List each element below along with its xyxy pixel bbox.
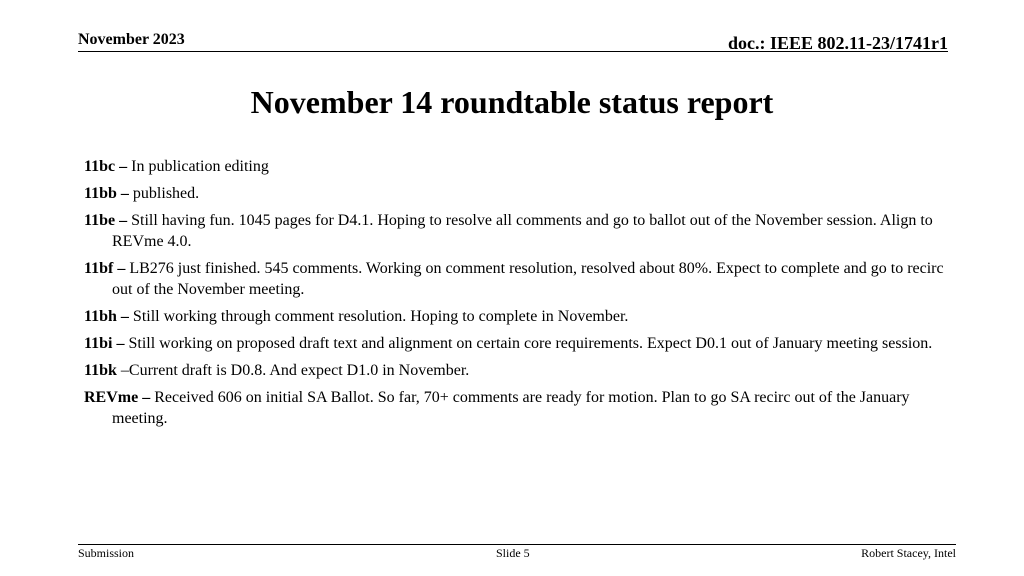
item-key: REVme: [84, 389, 139, 406]
status-item-11bf: [84, 258, 946, 300]
footer-rule: [78, 544, 956, 545]
item-text: Still having fun. 1045 pages for D4.1. Hoping to resolve all comments and go to ballot out of the November session. Align to REVme 4.0.: [112, 212, 933, 250]
status-list: [84, 156, 946, 435]
item-separator: –: [116, 308, 133, 325]
status-item-revme: [84, 387, 946, 429]
item-separator: –: [112, 335, 129, 352]
footer-slide-number: Slide 5: [496, 546, 530, 560]
item-separator: –: [116, 185, 133, 202]
item-text: Still working on proposed draft text and alignment on certain core requirements. Expect D0.1 out of January meeting session.: [128, 335, 933, 352]
item-text: published.: [132, 185, 200, 202]
item-text: In publication editing: [131, 158, 269, 175]
item-text: Current draft is D0.8. And expect D1.0 in November.: [128, 362, 470, 379]
item-separator: –: [115, 158, 132, 175]
status-item-11bc: [84, 156, 946, 177]
footer-submission: Submission: [78, 546, 135, 560]
header-rule: [78, 51, 948, 52]
item-key: 11be: [84, 212, 116, 229]
item-separator: –: [116, 362, 129, 379]
status-item-11bi: [84, 333, 946, 354]
item-text: Received 606 on initial SA Ballot. So far, 70+ comments are ready for motion. Plan to go SA recirc out of the January meeting.: [112, 389, 910, 427]
item-separator: –: [113, 260, 130, 277]
item-key: 11bf: [84, 260, 114, 277]
status-item-11bh: [84, 306, 946, 327]
header-date: November 2023: [78, 31, 185, 48]
slide-title: November 14 roundtable status report: [250, 84, 774, 120]
item-key: 11bh: [84, 308, 117, 325]
footer-author: Robert Stacey, Intel: [861, 546, 956, 560]
item-key: 11bc: [84, 158, 116, 175]
item-key: 11bb: [84, 185, 117, 202]
item-separator: –: [115, 212, 132, 229]
status-item-11bb: [84, 183, 946, 204]
status-item-11bk: [84, 360, 946, 381]
item-text: LB276 just finished. 545 comments. Working on comment resolution, resolved about 80%. Expect to complete and go to recirc out of the November meeting.: [112, 260, 944, 298]
item-separator: –: [138, 389, 155, 406]
header-doc-id: doc.: IEEE 802.11-23/1741r1: [727, 33, 948, 53]
item-text: Still working through comment resolution. Hoping to complete in November.: [132, 308, 629, 325]
status-item-11be: [84, 210, 946, 252]
item-key: 11bk: [84, 362, 117, 379]
item-key: 11bi: [84, 335, 113, 352]
